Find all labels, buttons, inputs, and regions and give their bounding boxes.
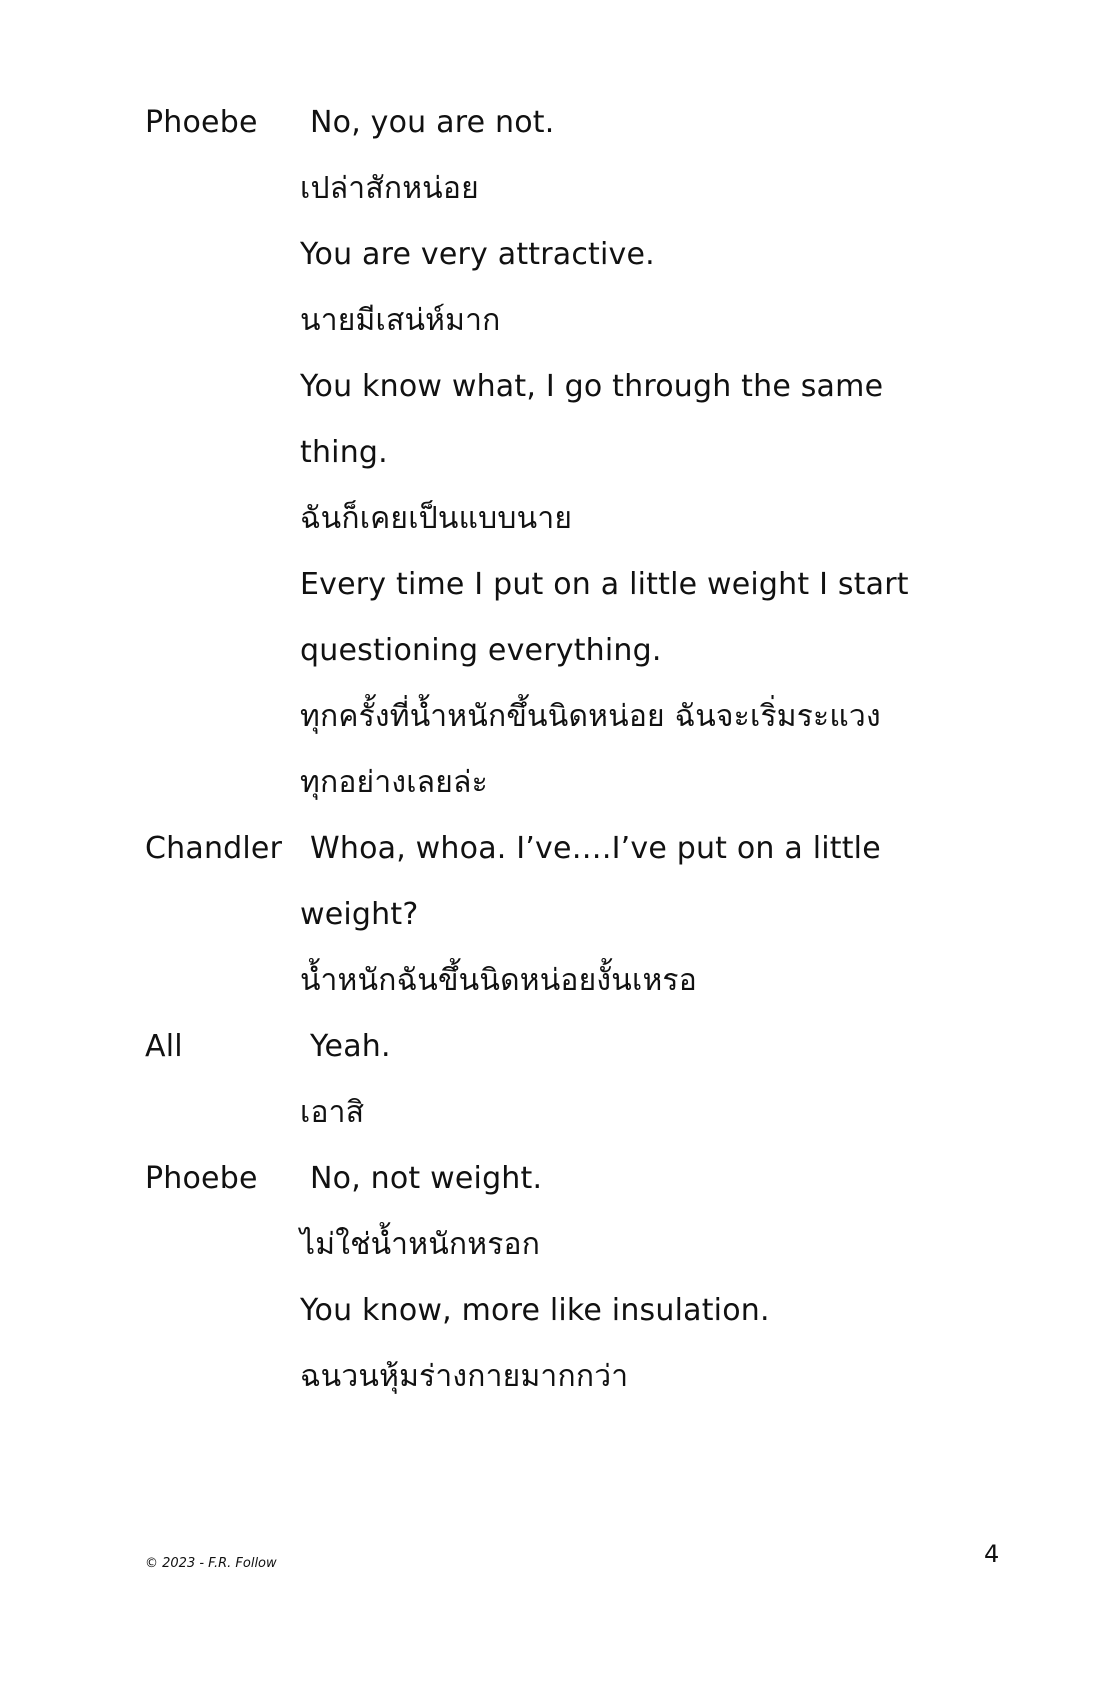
dialogue-line-english: weight? [300,897,419,932]
dialogue-line-english: Every time I put on a little weight I start [300,567,909,602]
dialogue-line-thai: นายมีเสน่ห์มาก [300,303,501,338]
dialogue-line-english: thing. [300,435,388,470]
dialogue-line-english: Yeah. [310,1029,391,1064]
dialogue-line-thai: ไม่ใช่น้ำหนักหรอก [300,1227,541,1262]
dialogue-line-thai: เอาสิ [300,1095,365,1130]
speaker-name: Phoebe [145,1161,258,1196]
page-number: 4 [984,1540,1000,1568]
speaker-name: Chandler [145,831,283,866]
dialogue-line-english: You know what, I go through the same [300,369,884,404]
dialogue-line-thai: ทุกครั้งที่น้ำหนักขึ้นนิดหน่อย ฉันจะเริ่มระแวง [300,699,881,734]
dialogue-line-english: questioning everything. [300,633,662,668]
dialogue-line-thai: เปล่าสักหน่อย [300,171,479,206]
copyright-notice: © 2023 - F.R. Follow [145,1556,277,1571]
dialogue-line-thai: ทุกอย่างเลยล่ะ [300,765,488,800]
speaker-name: Phoebe [145,105,258,140]
dialogue-line-thai: ฉันก็เคยเป็นแบบนาย [300,501,573,536]
speaker-name: All [145,1029,183,1064]
dialogue-line-english: Whoa, whoa. I’ve….I’ve put on a little [310,831,881,866]
dialogue-line-thai: ฉนวนหุ้มร่างกายมากกว่า [300,1359,629,1394]
dialogue-line-english: You know, more like insulation. [300,1293,770,1328]
dialogue-line-english: No, not weight. [310,1161,543,1196]
dialogue-line-english: You are very attractive. [300,237,655,272]
dialogue-line-english: No, you are not. [310,105,555,140]
dialogue-line-thai: น้ำหนักฉันขึ้นนิดหน่อยงั้นเหรอ [300,963,697,998]
